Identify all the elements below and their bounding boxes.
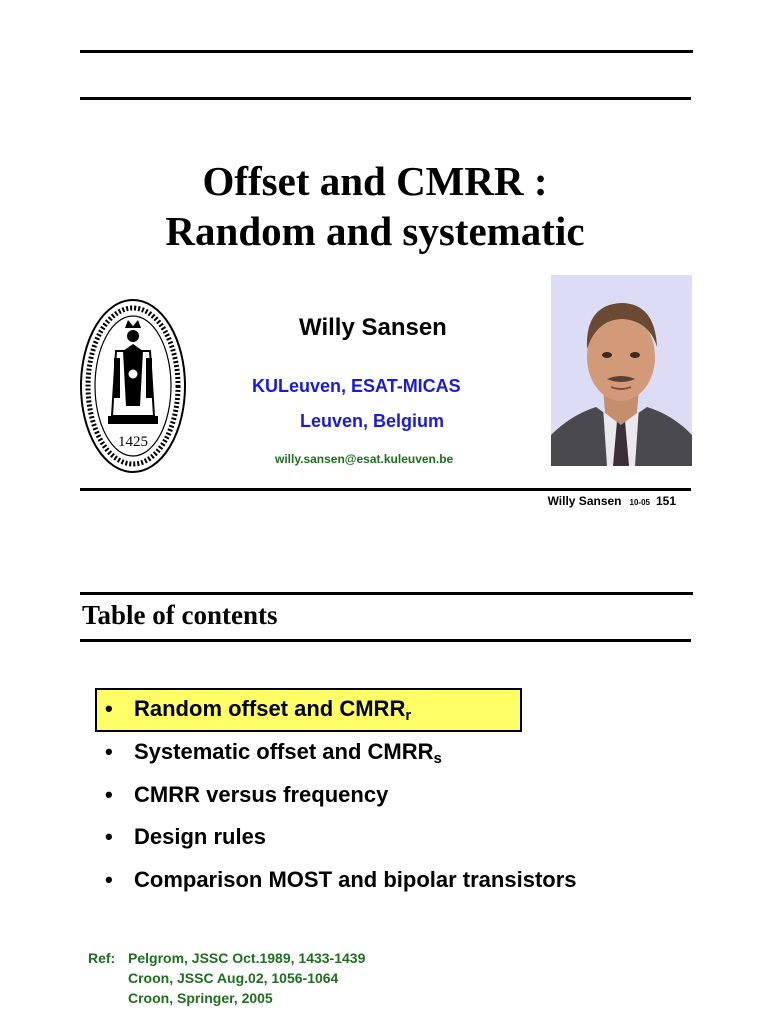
author-photo: [551, 275, 692, 466]
author-name: Willy Sansen: [299, 314, 447, 341]
toc-top-rule: [80, 592, 693, 595]
toc-item-systematic-offset: • Systematic offset and $CMRR_s$: [105, 739, 442, 767]
subscript: s: [433, 750, 442, 767]
toc-item-design-rules: • Design rules: [105, 824, 267, 849]
upper-rule: [80, 97, 691, 100]
bullet-icon: •: [105, 782, 113, 807]
top-rule: [80, 50, 693, 53]
reference-1: Pelgrom, JSSC Oct.1989, 1433-1439: [128, 950, 366, 966]
title-line-1: Offset and CMRR :: [202, 158, 548, 204]
toc-item-cmrr-frequency: • CMRR versus frequency: [105, 782, 389, 807]
seal-year: 1425: [118, 434, 148, 450]
slide1-bottom-rule: [80, 488, 691, 491]
footer-author: Willy Sansen: [547, 494, 622, 508]
portrait-icon: [551, 275, 692, 466]
slide-title: [80, 156, 670, 256]
bullet-icon: •: [105, 824, 113, 849]
university-seal-icon: [78, 296, 188, 476]
toc-item-comparison: • Comparison MOST and bipolar transistors: [105, 867, 577, 892]
bullet-icon: •: [105, 867, 113, 892]
affiliation-line-1: KULeuven, ESAT-MICAS: [252, 376, 461, 396]
slide-footer: [548, 494, 676, 508]
toc-heading: Table of contents: [82, 600, 278, 630]
subscript: r: [405, 707, 412, 724]
reference-2: Croon, JSSC Aug.02, 1056-1064: [128, 970, 339, 986]
references-label: Ref:: [88, 950, 116, 966]
bullet-icon: •: [105, 739, 113, 764]
affiliation-line-2: Leuven, Belgium: [300, 411, 445, 431]
bullet-icon: •: [105, 696, 113, 721]
footer-date: 10-05: [629, 498, 650, 507]
reference-3: Croon, Springer, 2005: [128, 990, 273, 1006]
title-line-2: Random and systematic: [165, 208, 585, 254]
toc-item-random-offset: • Random offset and $CMRR_r$: [105, 696, 412, 724]
author-email: willy.sansen@esat.kuleuven.be: [275, 452, 454, 466]
toc-bottom-rule: [80, 639, 691, 642]
footer-page-number: 151: [655, 494, 676, 508]
